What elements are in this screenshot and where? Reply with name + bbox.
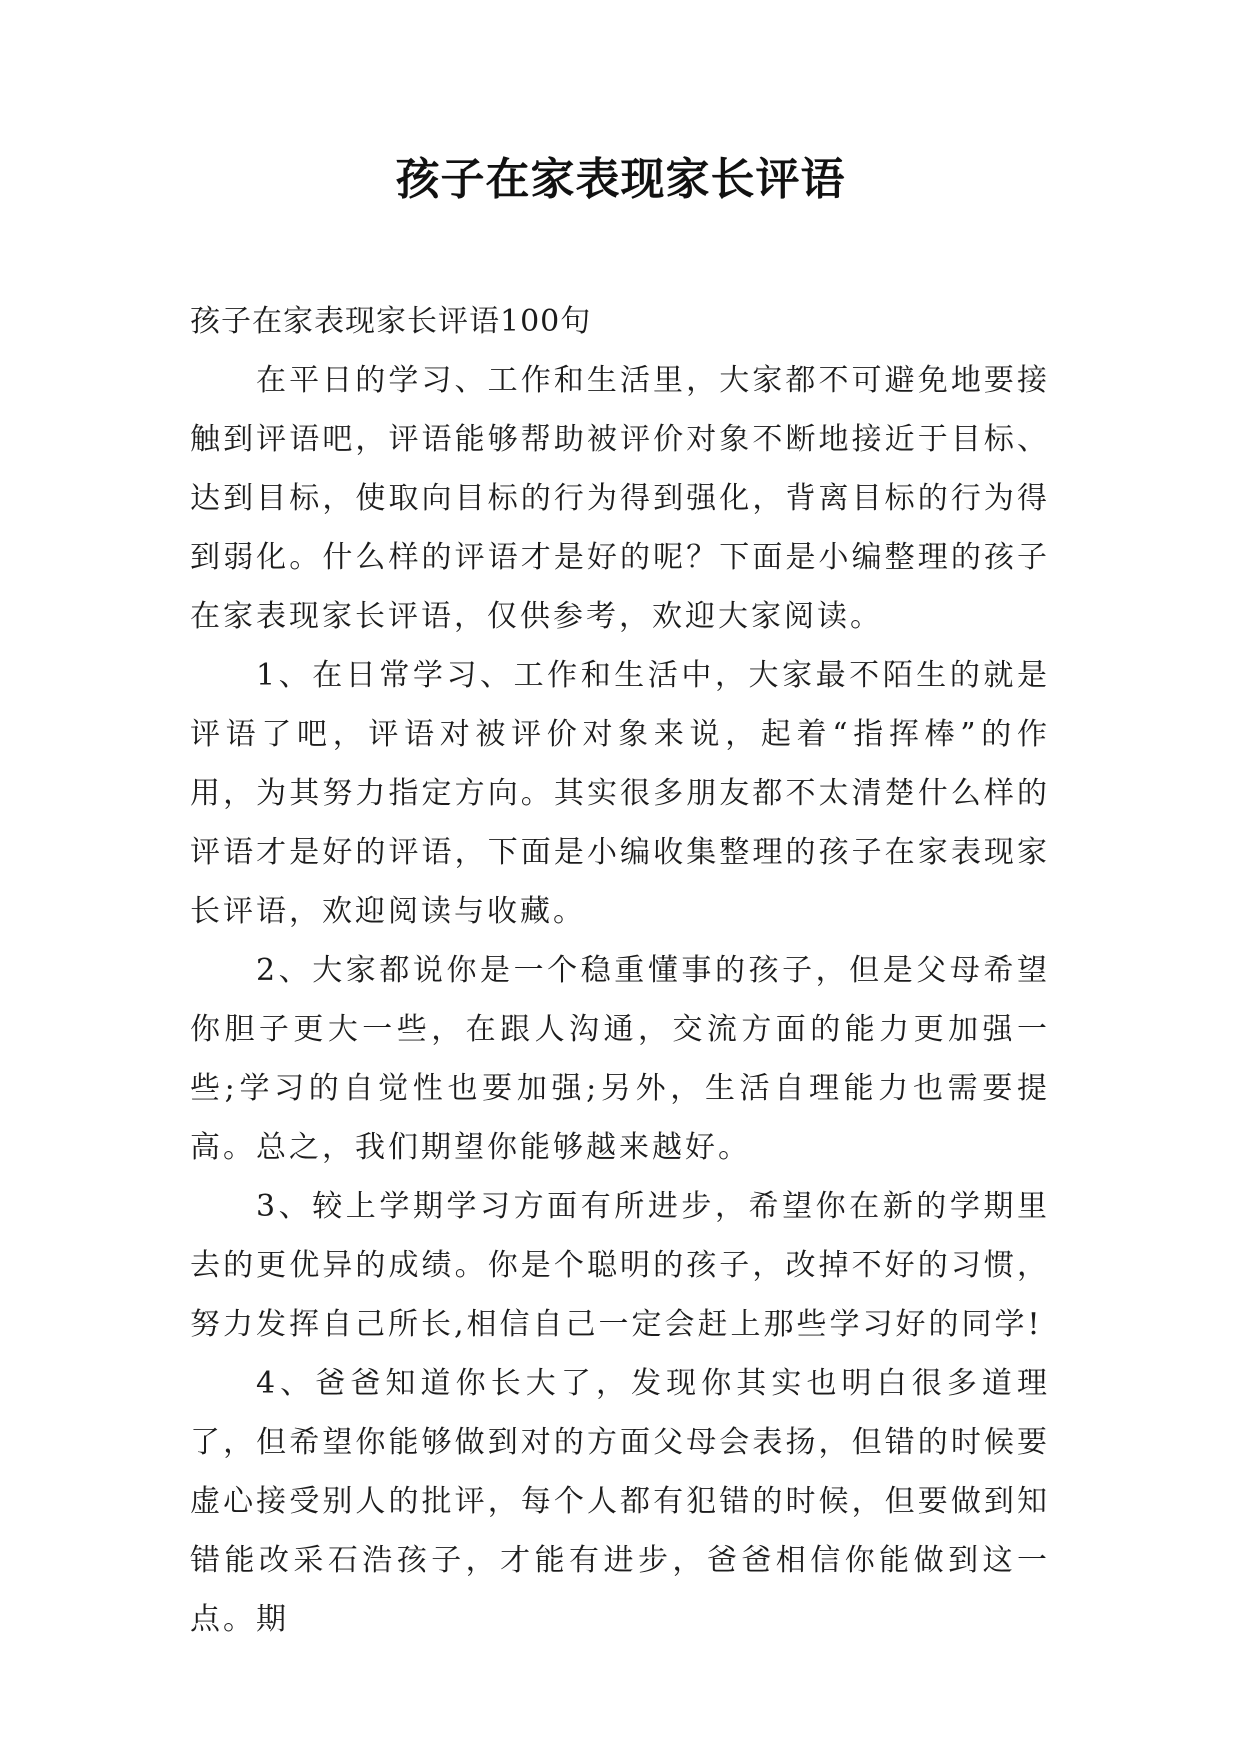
document-body bbox=[190, 292, 1050, 1649]
intro-paragraph: 在平日的学习、工作和生活里，大家都不可避免地要接触到评语吧，评语能够帮助被评价对象不断地接近于目标、达到目标，使取向目标的行为得到强化，背离目标的行为得到弱化。什么样的评语才是好的呢？下面是小编整理的孩子在家表现家长评语，仅供参考，欢迎大家阅读。 bbox=[190, 363, 1050, 634]
comment-paragraph-3: 3、较上学期学习方面有所进步，希望你在新的学期里去的更优异的成绩。你是个聪明的孩子，改掉不好的习惯，努力发挥自己所长,相信自己一定会赶上那些学习好的同学! bbox=[190, 1189, 1050, 1342]
document-title: 孩子在家表现家长评语 bbox=[395, 154, 846, 205]
comment-paragraph-2: 2、大家都说你是一个稳重懂事的孩子，但是父母希望你胆子更大一些，在跟人沟通，交流方面的能力更加强一些;学习的自觉性也要加强;另外，生活自理能力也需要提高。总之，我们期望你能够越来越好。 bbox=[190, 953, 1050, 1165]
document-subtitle: 孩子在家表现家长评语100句 bbox=[190, 304, 592, 339]
comment-paragraph-1: 1、在日常学习、工作和生活中，大家最不陌生的就是评语了吧，评语对被评价对象来说，起着“指挥棒”的作用，为其努力指定方向。其实很多朋友都不太清楚什么样的评语才是好的评语，下面是小编收集整理的孩子在家表现家长评语，欢迎阅读与收藏。 bbox=[190, 658, 1050, 929]
comment-paragraph-4: 4、爸爸知道你长大了，发现你其实也明白很多道理了，但希望你能够做到对的方面父母会表扬，但错的时候要虚心接受别人的批评，每个人都有犯错的时候，但要做到知错能改采石浩孩子，才能有进步，爸爸相信你能做到这一点。期 bbox=[190, 1366, 1050, 1637]
